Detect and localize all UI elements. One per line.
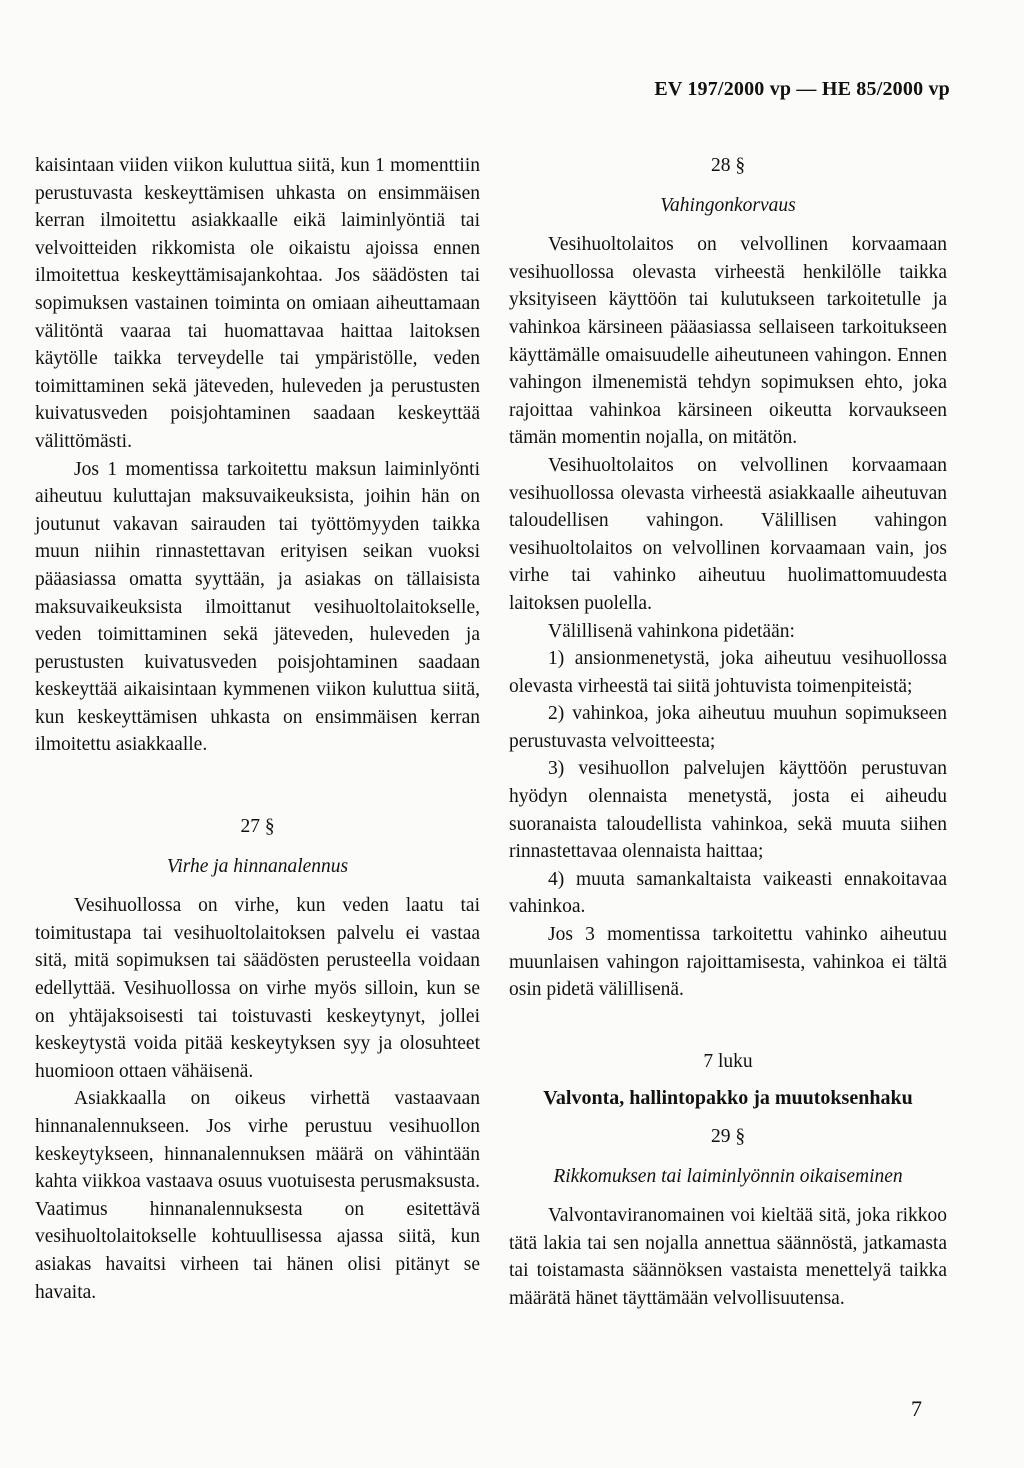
list-item: 3) vesihuollon palvelujen käyttöön perustuvan hyödyn olennaista menetystä, josta ei aiheudu suoranaista taloudellista vahinkoa, sekä muuta siihen rinnastettavaa olennaista haittaa; [509,758,947,863]
paragraph: Vesihuoltolaitos on velvollinen korvaamaan vesihuollossa olevasta virheestä asiakkaalle aiheutuvan taloudellisen vahingon. Välillisen vahingon vesihuoltolaitos on velvollinen korvaamaan vain, jos virhe tai vahinko aiheutuu huolimattomuudesta laitoksen puolella. [509,454,947,614]
paragraph: Vesihuoltolaitos on velvollinen korvaamaan vesihuollossa olevasta virheestä henkilölle taikka yksityiseen käyttöön tai kulutukseen tarkoitetulle ja vahinkoa kärsineen pääasiassa sellaiseen tarkoitukseen käyttämälle omaisuudelle aiheutuneen vahingon. Ennen vahingon ilmenemistä tehdyn sopimuksen ehto, joka rajoittaa vahinkoa kärsineen oikeutta korvaukseen tämän momentin nojalla, on mitätön. [509,234,947,449]
paragraph: Asiakkaalla on oikeus virhettä vastaavaan hinnanalennukseen. Jos virhe perustuu vesihuollon keskeytykseen, hinnanalennuksen määrä on vähintään kahta viikkoa vastaava osuus vuotuisesta perusmaksusta. Vaatimus hinnanalennuksesta on esitettävä vesihuoltolaitokselle kohtuullisessa ajassa siitä, kun asiakas havaitsi virheen tai hänen olisi pitänyt se havaita. [35,1088,480,1303]
page-number: 7 [911,1396,922,1421]
paragraph: kaisintaan viiden viikon kuluttua siitä, kun 1 momenttiin perustuvasta keskeyttämisen uhkasta on ensimmäisen kerran ilmoitettu asiakkaalle eikä laiminlyöntiä tai velvoitteiden rikkomista ole oikaistu ajoissa ennen ilmoitettua keskeyttämisajankohtaa. Jos säädösten tai sopimuksen vastainen toiminta on omiaan aiheuttamaan välitöntä vaaraa tai huomattavaa haittaa laitoksen käytölle taikka terveydelle tai ympäristölle, veden toimittaminen sekä jäteveden, huleveden ja perustusten kuivatusveden poisjohtaminen saadaan keskeyttää välittömästi. [35,155,480,452]
section-number: 29 § [710,1126,746,1147]
paragraph: Vesihuollossa on virhe, kun veden laatu tai toimitustapa tai vesihuoltolaitoksen palvelu ei vastaa sitä, mitä sopimuksen tai säädösten perusteella voidaan edellyttää. Vesihuollossa on virhe myös silloin, kun se on yhtäjaksoisesti tai toistuvasti keskeytynyt, jollei keskeytystä voida pitää keskeytyksen syy ja olosuhteet huomioon ottaen vähäisenä. [35,895,480,1082]
list-item: 2) vahinkoa, joka aiheutuu muuhun sopimukseen perustuvasta velvoitteesta; [509,703,947,752]
chapter-number: 7 luku [703,1050,753,1072]
list-item: 1) ansionmenetystä, joka aiheutuu vesihuollossa olevasta virheestä tai siitä johtuvista toimenpiteistä; [509,648,947,697]
paragraph: Jos 1 momentissa tarkoitettu maksun laiminlyönti aiheutuu kuluttajan maksuvaikeuksista, joihin hän on joutunut vakavan sairauden tai työttömyyden taikka muun niihin rinnastettavan erityisen seikan vuoksi pääasiassa omatta syyttään, ja asiakas on tällaisista maksuvaikeuksista ilmoittanut vesihuoltolaitokselle, veden toimittaminen sekä jäteveden, huleveden ja perustusten kuivatusveden poisjohtaminen saadaan keskeyttää aikaisintaan kymmenen viikon kuluttua siitä, kun keskeyttämisen uhkasta on ensimmäisen kerran ilmoitettu asiakkaalle. [35,458,480,756]
list-item: 4) muuta samankaltaista vaikeasti ennakoitavaa vahinkoa. [509,868,947,918]
paragraph: Valvontaviranomainen voi kieltää sitä, joka rikkoo tätä lakia tai sen nojalla annettua säännöstä, jatkamasta tai toistamasta säännöksen vastaista menettelyä taikka määrätä hänet täyttämään velvollisuutensa. [509,1205,947,1309]
section-title: Vahingonkorvaus [660,194,796,216]
section-number: 28 § [710,155,746,176]
section-title: Rikkomuksen tai laiminlyönnin oikaiseminen [553,1165,903,1187]
section-title: Virhe ja hinnanalennus [166,855,349,877]
running-header: EV 197/2000 vp — HE 85/2000 vp [654,78,950,100]
right-column [509,152,947,1313]
paragraph: Välillisenä vahinkona pidetään: [548,620,795,642]
section-number: 27 § [240,816,275,838]
chapter-title: Valvonta, hallintopakko ja muutoksenhaku [543,1087,913,1110]
left-column [35,152,480,1306]
paragraph: Jos 3 momentissa tarkoitettu vahinko aiheutuu muunlaisen vahingon rajoittamisesta, vahinkoa ei tältä osin pidetä välillisenä. [509,924,947,1001]
